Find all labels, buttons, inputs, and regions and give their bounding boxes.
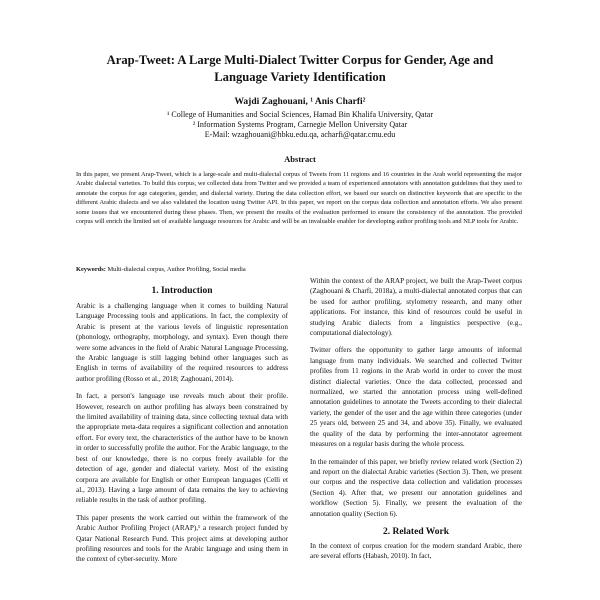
email-line: E-Mail: wzaghouani@hbku.edu.qa, acharfi@qatar.cmu.edu [204, 130, 396, 139]
affiliation-2: ² Information Systems Program, Carnegie Mellon University Qatar [192, 120, 408, 129]
right-column [310, 276, 522, 562]
introduction-heading: 1. Introduction [151, 286, 213, 296]
related-work-heading: 2. Related Work [382, 526, 450, 537]
keywords-line [76, 265, 522, 274]
keywords-label: Keywords: [76, 266, 106, 273]
related-work-paragraph: In the context of corpus creation for the modern standard Arabic, there are several efforts (Habash, 2010). In fact, [310, 541, 522, 561]
intro-paragraph-3: This paper presents the work carried out within the framework of the Arabic Author Profiling Project (ARAP),¹ a research project funded by Qatar National Research Fund. This project aims at developing author profiling resources and tools for the Arabic language and using them in the context of cyber-security. More [76, 513, 288, 564]
abstract-heading: Abstract [284, 154, 316, 164]
affiliation-1: ¹ College of Humanities and Social Sciences, Hamad Bin Khalifa University, Qatar [166, 110, 434, 119]
authors: Wajdi Zaghouani, ¹ Anis Charfi² [234, 97, 366, 107]
intro-paragraph-5: Twitter offers the opportunity to gather large amounts of informal language from many individuals. We searched and collected Twitter profiles from 11 regions in the Arab world in order to cover the most distinct dialectal varieties. Once the data collected, processed and normalized, we started the annotation process using well-defined annotation guidelines to annotate the Tweets according to their dialectal variety, the gender of the user and the age within three categories (under 25 years old, between 25 and 34, and above 35). Finally, we evaluated the quality of the data by performing the inter-annotator agreement measures on a regular basis during the whole process. [310, 346, 522, 449]
intro-paragraph-4: Within the context of the ARAP project, we built the Arap-Tweet corpus (Zaghouani & Charfi, 2018a), a multi-dialectal annotated corpus that can be used for author profiling, stylometry research, and many other applications. For instance, this kind of resources could be useful in studying Arabic dialects from a linguistics perspective (e.g., computational dialectology). [310, 277, 522, 338]
keywords-text: Multi-dialectal corpus, Author Profiling, Social media [107, 266, 246, 273]
intro-paragraph-1: Arabic is a challenging language when it comes to building Natural Language Processing tools and applications. In fact, the complexity of Arabic is present at the various levels of linguistic representation (phonology, orthography, morphology, and syntax). Even though there were some advances in the field of Arabic Natural Language Processing, the Arabic language is still lagging behind other languages such as English in terms of availability of the required resources to address author profiling (Rosso et al., 2018; Zaghouani, 2014). [76, 302, 288, 383]
paper-title: Arap-Tweet: A Large Multi-Dialect Twitter Corpus for Gender, Age and Language Variety Identification [106, 53, 494, 84]
left-column [76, 276, 288, 565]
abstract-text: In this paper, we present Arap-Tweet, which is a large-scale and multi-dialectal corpus of Tweets from 11 regions and 16 countries in the Arab world representing the major Arabic dialectal varieties. To build this corpus, we collected data from Twitter and we provided a team of experienced annotators with annotation guidelines that they used to annotate the corpus for age categories, gender, and dialectal variety. During the data collection effort, we based our search on distinctive keywords that are specific to the different Arabic dialects and we also validated the location using Twitter API. In this paper, we report on the corpus data collection and annotation efforts. We also present some issues that we encountered during these phases. Then, we present the results of the evaluation performed to ensure the consistency of the annotation. The provided corpus will enrich the limited set of available language resources for Arabic and will be an invaluable enabler for developing author profiling tools and NLP tools for Arabic. [76, 171, 522, 226]
intro-paragraph-6: In the remainder of this paper, we briefly review related work (Section 2) and report on the dialectal Arabic varieties (Section 3). Then, we present our corpus and the respective data collection and validation processes (Section 4). After that, we present our annotation guidelines and workflow (Section 5). Finally, we present the evaluation of the annotation quality (Section 6). [310, 457, 522, 518]
intro-paragraph-2: In fact, a person's language use reveals much about their profile. However, research on author profiling has always been constrained by the limited availability of training data, since collecting textual data with the appropriate meta-data requires a significant collection and annotation effort. For every text, the characteristics of the author have to be known in order to successfully profile the author. For the Arabic language, to the best of our knowledge, there is no corpus freely available for the detection of age, gender and dialectal variety. Most of the existing corpora are available for English or other European languages (Celli et al., 2013). Having a large amount of data remains the key to achieving reliable results in the task of author profiling. [76, 392, 288, 505]
